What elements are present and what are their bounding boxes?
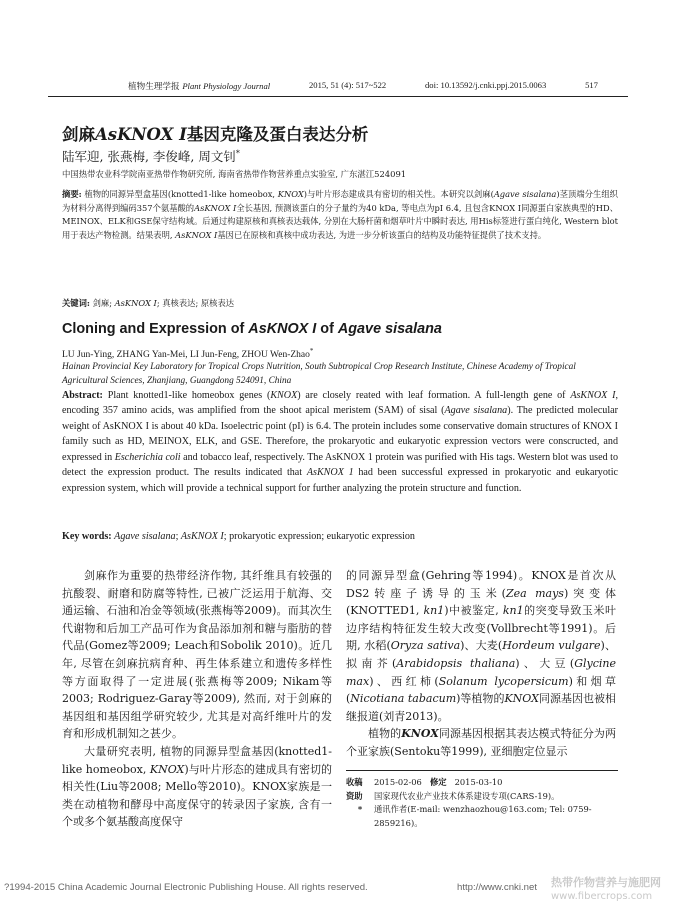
body-paragraph: 剑麻作为重要的热带经济作物, 其纤维具有较强的抗酸裂、耐磨和防腐等特性, 已被广泛运用于航海、交通运输、石油和冶金等领域(张燕梅等2009)。而其次生代谢物和后加工产品可作为食品添加剂和糖与脂肪的替代品(Gomez等2009; Leach和Sobolik 2010)。近几年, 尽管在剑麻抗病育种、再生体系建立和遗传多样性等方面取得了一定进展(张燕梅等2009; Nikam等2003; Rodriguez-Garay等2009), 然而, 对于剑麻的基因组和基因组学研究较少, 尤其是对高纤维叶片的发育和形成机制知之甚少。 [62,569,332,741]
header-rule [48,96,628,97]
footnote-funding: 资助 国家现代农业产业技术体系建设专项(CARS-19)。 [346,790,560,801]
footnote-rule [346,770,618,771]
running-header [128,80,598,92]
header-issue: 2015, 51 (4): 517~522 [308,80,387,90]
header-journal: 植物生理学报 Plant Physiology Journal [128,81,271,92]
footnote-correspondence: * 通讯作者(E-mail: wenzhaozhou@163.com; Tel: 0759-2859216)。 [357,804,592,828]
cn-authors: 陆军迎, 张燕梅, 李俊峰, 周文钊* [62,148,240,164]
cn-abstract: 摘要: 植物的同源异型盒基因(knotted1-like homeobox, KNOX)与叶片形态建成具有密切的相关性。本研究以剑麻(Agave sisalana)茎顶端分生组织为材料分离得到编码357个氨基酸的AsKNOX I全长基因, 预测该蛋白的分子量约为40 kDa, 等电点为pI 6.4, 且包含KNOX I同源蛋白家族典型的HD、MEINOX、ELK和GSE保守结构域。后通过构建原核和真核表达载体, 分别在大肠杆菌和烟草叶片中瞬时表达, 用His标签进行蛋白纯化, Western blot用于表达产物检测。结果表明, AsKNOX I基因已在原核和真核中成功表达, 为进一步分析该蛋白的结构及功能特征提供了技术支持。 [62,189,618,240]
body-paragraph: 大量研究表明, 植物的同源异型盒基因(knotted1-like homeobox, KNOX)与叶片形态的建成具有密切的相关性(Liu等2008; Mello等2010)。KNOX家族是一类在动植物和酵母中高度保守的转录因子家族, 含有一个或多个氨基酸高度保守 [62,744,332,829]
watermark: 热带作物营养与施肥网 www.fibercrops.com [551,876,661,902]
en-title: Cloning and Expression of AsKNOX I of Agave sisalana [62,321,442,337]
cn-affiliation: 中国热带农业科学院南亚热带作物研究所, 海南省热带作物营养重点实验室, 广东湛江524091 [62,169,407,179]
header-page-number: 517 [585,80,598,90]
body-paragraph: 的同源异型盒(Gehring等1994)。KNOX是首次从DS2转座子诱导的玉米(Zea mays)突变体(KNOTTED1, kn1)中被鉴定, kn1的突变导致玉米叶边序结构特征发生较大改变(Vollbrecht等1991)。后期, 水稻(Oryza sativa)、大麦(Hordeum vulgare)、拟南芥(Arabidopsis thaliana)、大豆(Glycine max)、西红柿(Solanum lycopersicum)和烟草(Nicotiana tabacum)等植物的KNOX同源基因也被相继报道(刘青2013)。 [346,569,617,723]
body-column-right [346,567,616,761]
en-authors: LU Jun-Ying, ZHANG Yan-Mei, LI Jun-Feng, ZHOU Wen-Zhao* [62,347,314,361]
footer-copyright: ?1994-2015 China Academic Journal Electronic Publishing House. All rights reserved. [4,882,368,893]
footnote [346,776,618,830]
en-abstract: Abstract: Plant knotted1-like homeobox genes (KNOX) are closely reated with leaf formation. A full-length gene of AsKNOX I, encoding 357 amino acids, was amplified from the shoot apical meristem (SAM) of sisal (Agave sisalana). The predicted molecular weight of AsKNOX I is about 40 kDa. Isoelectric point (pI) is 6.4. The protein includes some conservative domain structures of KNOX I family such as HD, MEINOX, ELK, and GSE. Therefore, the prokaryotic and eukaryotic expression vectors were conscructed, and expressed in Escherichia coli and tobacco leaf, respectively. The AsKNOX 1 protein was purified with His tags. Western blot was used to detect the expression product. The results indicated that AsKNOX 1 had been successful expressed in prokaryotic and eukaryotic expression system, which will provide a technical support for further analyzing the protein structure and function. [62,390,619,494]
body-column-left [62,567,332,831]
en-affiliation: Hainan Provincial Key Laboratory for Tropical Crops Nutrition, South Subtropical Crop Research Institute, Chinese Academy of Tropical Agricultural Sciences, Zhanjiang, Guangdong 524091, China [62,362,576,386]
footer-url-link[interactable]: http://www.cnki.net [457,882,537,893]
header-doi: doi: 10.13592/j.cnki.ppj.2015.0063 [425,80,547,90]
body-paragraph: 植物的KNOX同源基因根据其表达模式特征分为两个亚家族(Sentoku等1999), 亚细胞定位显示 [346,727,617,758]
cn-keywords: 关键词: 剑麻; AsKNOX I; 真核表达; 原核表达 [62,298,235,308]
cn-title: 剑麻AsKNOX I基因克隆及蛋白表达分析 [62,125,369,144]
footnote-dates: 收稿 2015-02-06 修定 2015-03-10 [346,777,503,787]
en-keywords: Key words: Agave sisalana; AsKNOX I; prokaryotic expression; eukaryotic expression [62,531,415,542]
